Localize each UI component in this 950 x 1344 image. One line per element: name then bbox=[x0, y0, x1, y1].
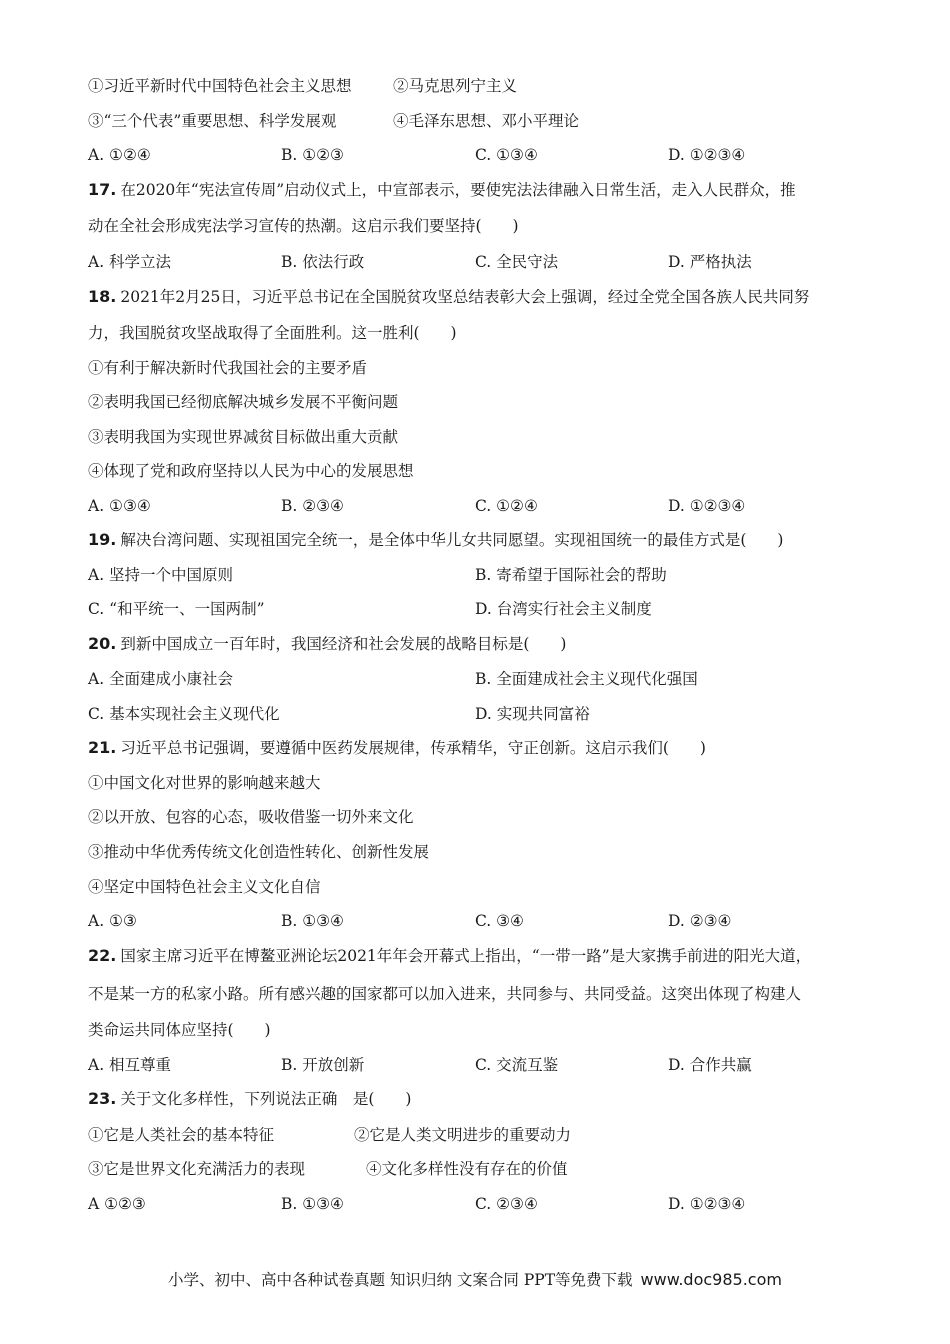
q21-item-1: ①中国文化对世界的影响越来越大 bbox=[88, 774, 321, 792]
q21-option-d[interactable]: D. ②③④ bbox=[668, 912, 732, 930]
q18-item-4: ④体现了党和政府坚持以人民为中心的发展思想 bbox=[88, 462, 414, 480]
q22-number: 22. bbox=[88, 946, 117, 965]
q18-number: 18. bbox=[88, 287, 117, 306]
q21-option-a[interactable]: A. ①③ bbox=[88, 912, 137, 930]
q20-option-a[interactable]: A. 全面建成小康社会 bbox=[88, 670, 234, 688]
q18-text-1: 2021年2月25日，习近平总书记在全国脱贫攻坚总结表彰大会上强调，经过全党全国各族人民共同努 bbox=[120, 288, 810, 306]
q20-option-b[interactable]: B. 全面建成社会主义现代化强国 bbox=[475, 670, 698, 688]
q19-option-a[interactable]: A. 坚持一个中国原则 bbox=[88, 566, 234, 584]
q17-option-b[interactable]: B. 依法行政 bbox=[281, 253, 365, 271]
footer-url-link[interactable]: www.doc985.com bbox=[640, 1270, 782, 1289]
q23-item-1: ①它是人类社会的基本特征 bbox=[88, 1126, 275, 1144]
q22-option-a[interactable]: A. 相互尊重 bbox=[88, 1056, 172, 1074]
q23-option-a[interactable]: A ①②③ bbox=[88, 1195, 146, 1213]
q17-text-2: 动在全社会形成宪法学习宣传的热潮。这启示我们要坚持( ) bbox=[88, 217, 519, 235]
q17-option-c[interactable]: C. 全民守法 bbox=[475, 253, 559, 271]
q17-stem-line1 bbox=[88, 179, 880, 201]
q19-option-c[interactable]: C. “和平统一、一国两制” bbox=[88, 600, 265, 618]
q17-number: 17. bbox=[88, 180, 117, 199]
q16-item-3: ③“三个代表”重要思想、科学发展观 bbox=[88, 112, 337, 130]
q19-option-d[interactable]: D. 台湾实行社会主义制度 bbox=[475, 600, 652, 618]
q22-text-2: 不是某一方的私家小路。所有感兴趣的国家都可以加入进来，共同参与、共同受益。这突出体现了构建人 bbox=[88, 985, 802, 1003]
q16-item-2: ②马克思列宁主义 bbox=[393, 77, 518, 95]
q18-option-c[interactable]: C. ①②④ bbox=[475, 497, 538, 515]
q16-option-c[interactable]: C. ①③④ bbox=[475, 146, 538, 164]
q16-item-4: ④毛泽东思想、邓小平理论 bbox=[393, 112, 580, 130]
q16-option-a[interactable]: A. ①②④ bbox=[88, 146, 151, 164]
q18-item-1: ①有利于解决新时代我国社会的主要矛盾 bbox=[88, 359, 368, 377]
q20-option-d[interactable]: D. 实现共同富裕 bbox=[475, 705, 590, 723]
q22-text-1: 国家主席习近平在博鳌亚洲论坛2021年年会开幕式上指出，“一带一路”是大家携手前进的阳光大道， bbox=[120, 947, 812, 965]
q22-text-3: 类命运共同体应坚持( ) bbox=[88, 1021, 271, 1039]
q23-number: 23. bbox=[88, 1089, 117, 1108]
q19-number: 19. bbox=[88, 530, 117, 549]
q18-text-2: 力，我国脱贫攻坚战取得了全面胜利。这一胜利( ) bbox=[88, 324, 457, 342]
q20-option-c[interactable]: C. 基本实现社会主义现代化 bbox=[88, 705, 280, 723]
q21-option-c[interactable]: C. ③④ bbox=[475, 912, 524, 930]
q23-stem-line1 bbox=[88, 1088, 880, 1110]
q16-option-b[interactable]: B. ①②③ bbox=[281, 146, 344, 164]
q23-option-d[interactable]: D. ①②③④ bbox=[668, 1195, 746, 1213]
q22-option-b[interactable]: B. 开放创新 bbox=[281, 1056, 365, 1074]
q23-option-c[interactable]: C. ②③④ bbox=[475, 1195, 538, 1213]
q22-option-c[interactable]: C. 交流互鉴 bbox=[475, 1056, 559, 1074]
q22-option-d[interactable]: D. 合作共赢 bbox=[668, 1056, 752, 1074]
q16-option-d[interactable]: D. ①②③④ bbox=[668, 146, 746, 164]
q23-text-1: 关于文化多样性，下列说法正确 是( ) bbox=[120, 1090, 412, 1108]
q23-item-3: ③它是世界文化充满活力的表现 bbox=[88, 1160, 306, 1178]
q20-stem-line1 bbox=[88, 633, 880, 655]
q19-stem-line1 bbox=[88, 529, 880, 551]
q21-item-2: ②以开放、包容的心态，吸收借鉴一切外来文化 bbox=[88, 808, 414, 826]
q21-option-b[interactable]: B. ①③④ bbox=[281, 912, 344, 930]
q17-option-a[interactable]: A. 科学立法 bbox=[88, 253, 172, 271]
q21-item-3: ③推动中华优秀传统文化创造性转化、创新性发展 bbox=[88, 843, 430, 861]
q21-stem-line1 bbox=[88, 737, 880, 759]
q23-option-b[interactable]: B. ①③④ bbox=[281, 1195, 344, 1213]
q20-number: 20. bbox=[88, 634, 117, 653]
q18-option-d[interactable]: D. ①②③④ bbox=[668, 497, 746, 515]
q19-option-b[interactable]: B. 寄希望于国际社会的帮助 bbox=[475, 566, 667, 584]
page-footer bbox=[0, 1269, 950, 1291]
footer-text: 小学、初中、高中各种试卷真题 知识归纳 文案合同 PPT等免费下载 bbox=[168, 1271, 633, 1289]
q20-text-1: 到新中国成立一百年时，我国经济和社会发展的战略目标是( ) bbox=[120, 635, 567, 653]
q18-stem-line1 bbox=[88, 286, 880, 308]
q21-item-4: ④坚定中国特色社会主义文化自信 bbox=[88, 878, 321, 896]
q18-option-a[interactable]: A. ①③④ bbox=[88, 497, 151, 515]
q16-item-1: ①习近平新时代中国特色社会主义思想 bbox=[88, 77, 352, 95]
q17-option-d[interactable]: D. 严格执法 bbox=[668, 253, 752, 271]
q22-stem-line1 bbox=[88, 945, 880, 967]
q18-item-2: ②表明我国已经彻底解决城乡发展不平衡问题 bbox=[88, 393, 399, 411]
q18-option-b[interactable]: B. ②③④ bbox=[281, 497, 344, 515]
q23-item-4: ④文化多样性没有存在的价值 bbox=[366, 1160, 568, 1178]
q19-text-1: 解决台湾问题、实现祖国完全统一，是全体中华儿女共同愿望。实现祖国统一的最佳方式是( ) bbox=[120, 531, 784, 549]
q23-item-2: ②它是人类文明进步的重要动力 bbox=[354, 1126, 572, 1144]
q21-text-1: 习近平总书记强调，要遵循中医药发展规律，传承精华，守正创新。这启示我们( ) bbox=[120, 739, 706, 757]
q17-text-1: 在2020年“宪法宣传周”启动仪式上，中宣部表示，要使宪法法律融入日常生活，走入人民群众，推 bbox=[120, 181, 796, 199]
q18-item-3: ③表明我国为实现世界减贫目标做出重大贡献 bbox=[88, 428, 399, 446]
q21-number: 21. bbox=[88, 738, 117, 757]
